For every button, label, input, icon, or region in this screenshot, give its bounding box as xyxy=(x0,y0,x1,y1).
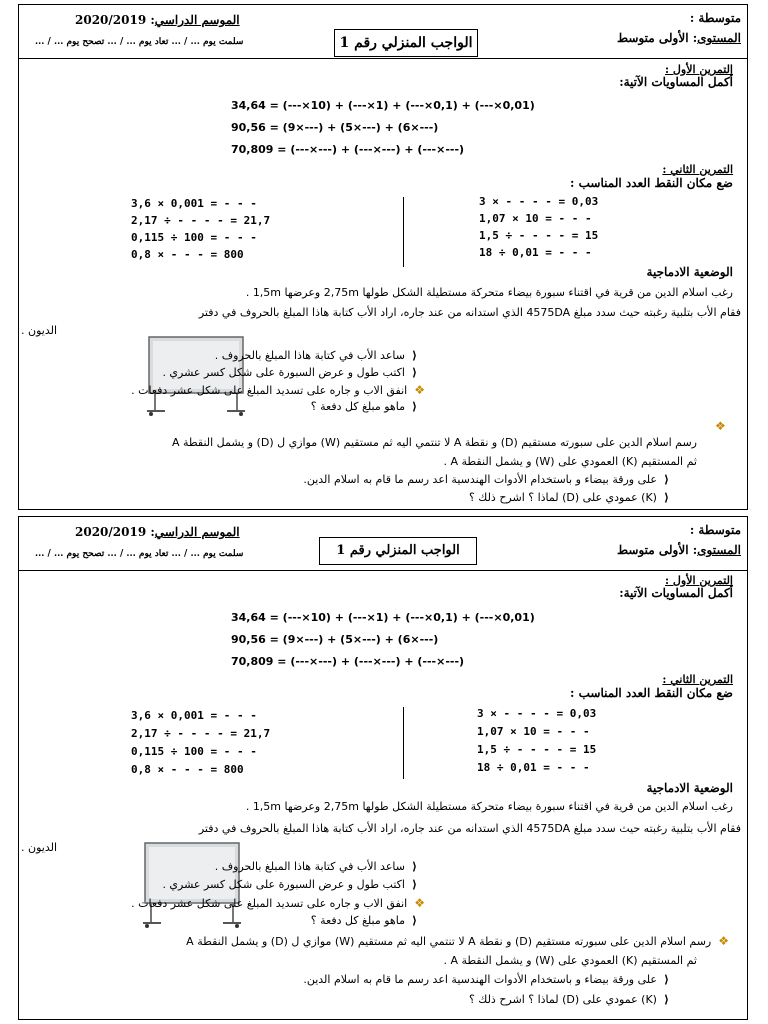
arrow-bullet-icon: ⟨ xyxy=(663,973,669,986)
column-separator xyxy=(403,197,404,267)
arrow-bullet-icon: ⟨ xyxy=(411,349,417,362)
ex1-line: 34,64 = (---×10) + (---×1) + (---×0,1) + (---×0,01) xyxy=(231,99,535,112)
school-year: الموسم الدراسي: 2020/2019 xyxy=(75,525,240,539)
school-label: متوسطة : xyxy=(689,11,741,25)
diamond-bullet-icon: ❖ xyxy=(715,419,726,433)
ex2-left-line: 2,17 ÷ - - - - = 21,7 xyxy=(131,727,271,740)
level-label: المستوى: الأولى متوسط xyxy=(617,31,741,45)
arrow-bullet-icon: ⟨ xyxy=(411,400,417,413)
ex3-bullet: ⟨ على ورقة بيضاء و باستخدام الأدوات الهندسية اعد رسم ما قام به اسلام الدين. xyxy=(303,473,669,486)
ex3-paragraph: فقام الأب بتلبية رغبته حيث سدد مبلغ 4575DA الذي استدانه من عند جاره، اراد الأب كتابة هاذا المبلغ بالحروف في دفتر xyxy=(198,306,741,319)
ex3-bullet: ⟨ (K) عمودي على (D) لماذا ؟ اشرح ذلك ؟ xyxy=(468,491,669,504)
ex3-paragraph: رغب اسلام الدين من قرية في اقتناء سبورة بيضاء متحركة مستطيلة الشكل طولها 2,75m وعرضها 1,5m . xyxy=(245,800,733,813)
ex2-left-line: 2,17 ÷ - - - - = 21,7 xyxy=(131,214,271,227)
arrow-bullet-icon: ⟨ xyxy=(663,473,669,486)
diamond-bullet-icon: ❖ xyxy=(414,383,425,397)
ex3-bullet: ⟨ ماهو مبلغ كل دفعة ؟ xyxy=(310,400,417,413)
worksheet-bottom xyxy=(18,516,748,1020)
school-label: متوسطة : xyxy=(689,523,741,537)
divider xyxy=(19,570,747,571)
ex3-paragraph: رغب اسلام الدين من قرية في اقتناء سبورة بيضاء متحركة مستطيلة الشكل طولها 2,75m وعرضها 1,5m . xyxy=(245,286,733,299)
ex2-right-line: 1,5 ÷ - - - - = 15 xyxy=(477,743,597,756)
ex1-title: التمرين الأول : xyxy=(665,574,733,587)
ex2-right-line: 1,07 × 10 = - - - xyxy=(477,725,590,738)
ex2-right-line: 3 × - - - - = 0,03 xyxy=(479,195,599,208)
school-year: الموسم الدراسي: 2020/2019 xyxy=(75,13,240,27)
ex3-paragraph: ثم المستقيم (K) العمودي على (W) و يشمل النقطة A . xyxy=(443,455,697,468)
arrow-bullet-icon: ⟨ xyxy=(411,878,417,891)
ex3-title: الوضعية الادماجية xyxy=(646,265,733,279)
arrow-bullet-icon: ⟨ xyxy=(663,491,669,504)
ex3-bullet: ⟨ ماهو مبلغ كل دفعة ؟ xyxy=(310,914,417,927)
ex3-bullet: ❖ انفق الاب و جاره على تسديد المبلغ على شكل عشر دفعات . xyxy=(131,896,425,910)
divider xyxy=(19,58,747,59)
worksheet-top xyxy=(18,4,748,510)
ex3-bullet: ⟨ ساعد الأب في كتابة هاذا المبلغ بالحروف . xyxy=(214,349,417,362)
arrow-bullet-icon: ⟨ xyxy=(411,860,417,873)
arrow-bullet-icon: ⟨ xyxy=(663,993,669,1006)
ex3-bullet: ⟨ (K) عمودي على (D) لماذا ؟ اشرح ذلك ؟ xyxy=(468,993,669,1006)
ex2-left-line: 3,6 × 0,001 = - - - xyxy=(131,709,257,722)
ex2-left-line: 0,115 ÷ 100 = - - - xyxy=(131,745,257,758)
homework-title: الواجب المنزلي رقم 1 xyxy=(319,537,477,565)
ex1-subtitle: أكمل المساويات الآتية: xyxy=(619,75,733,89)
ex2-left-line: 0,8 × - - - = 800 xyxy=(131,763,244,776)
arrow-bullet-icon: ⟨ xyxy=(411,914,417,927)
ex3-paragraph: رسم اسلام الدين على سبورته مستقيم (D) و نقطة A لا تنتمي اليه ثم مستقيم (W) موازي ل (D) و يشمل النقطة A xyxy=(171,436,697,449)
ex1-line: 34,64 = (---×10) + (---×1) + (---×0,1) + (---×0,01) xyxy=(231,611,535,624)
dates-line: سلمت يوم ... / ... تعاد يوم ... / ... تصحح يوم ... / ... xyxy=(35,37,244,47)
homework-title: الواجب المنزلي رقم 1 xyxy=(334,29,478,57)
ex3-paragraph: ثم المستقيم (K) العمودي على (W) و يشمل النقطة A . xyxy=(443,954,697,967)
dates-line: سلمت يوم ... / ... تعاد يوم ... / ... تصحح يوم ... / ... xyxy=(35,549,244,559)
ex3-paragraph: الديون . xyxy=(21,841,57,854)
ex3-title: الوضعية الادماجية xyxy=(646,781,733,795)
ex1-line: 90,56 = (9×---) + (5×---) + (6×---) xyxy=(231,633,439,646)
ex2-title: التمرين الثاني : xyxy=(662,673,733,686)
ex2-left-line: 0,115 ÷ 100 = - - - xyxy=(131,231,257,244)
ex2-subtitle: ضع مكان النقط العدد المناسب : xyxy=(570,686,733,700)
column-separator xyxy=(403,707,404,779)
ex3-bullet: ⟨ ساعد الأب في كتابة هاذا المبلغ بالحروف . xyxy=(214,860,417,873)
ex2-left-line: 0,8 × - - - = 800 xyxy=(131,248,244,261)
ex2-right-line: 3 × - - - - = 0,03 xyxy=(477,707,597,720)
ex2-left-line: 3,6 × 0,001 = - - - xyxy=(131,197,257,210)
level-label: المستوى: الأولى متوسط xyxy=(617,543,741,557)
diamond-bullet-icon: ❖ xyxy=(718,934,729,948)
ex2-subtitle: ضع مكان النقط العدد المناسب : xyxy=(570,176,733,190)
ex3-bullet: ⟨ اكتب طول و عرض السبورة على شكل كسر عشري . xyxy=(162,878,417,891)
ex3-paragraph: فقام الأب بتلبية رغبته حيث سدد مبلغ 4575DA الذي استدانه من عند جاره، اراد الأب كتابة هاذا المبلغ بالحروف في دفتر xyxy=(198,822,741,835)
ex1-line: 70,809 = (---×---) + (---×---) + (---×---) xyxy=(231,143,465,156)
ex2-right-line: 1,5 ÷ - - - - = 15 xyxy=(479,229,599,242)
ex2-right-line: 1,07 × 10 = - - - xyxy=(479,212,592,225)
ex3-bullet: ❖ انفق الاب و جاره على تسديد المبلغ على شكل عشر دفعات . xyxy=(131,383,425,397)
arrow-bullet-icon: ⟨ xyxy=(411,366,417,379)
ex2-right-line: 18 ÷ 0,01 = - - - xyxy=(479,246,592,259)
ex3-bullet: ❖ رسم اسلام الدين على سبورته مستقيم (D) و نقطة A لا تنتمي اليه ثم مستقيم (W) موازي ل (D) و يشمل النقطة A xyxy=(186,934,729,948)
ex3-bullet: ⟨ اكتب طول و عرض السبورة على شكل كسر عشري . xyxy=(162,366,417,379)
ex1-title: التمرين الأول : xyxy=(665,63,733,76)
ex1-line: 70,809 = (---×---) + (---×---) + (---×---) xyxy=(231,655,465,668)
ex3-bullet: ⟨ على ورقة بيضاء و باستخدام الأدوات الهندسية اعد رسم ما قام به اسلام الدين. xyxy=(303,973,669,986)
ex1-line: 90,56 = (9×---) + (5×---) + (6×---) xyxy=(231,121,439,134)
diamond-bullet-icon: ❖ xyxy=(414,896,425,910)
ex2-right-line: 18 ÷ 0,01 = - - - xyxy=(477,761,590,774)
ex1-subtitle: أكمل المساويات الآتية: xyxy=(619,586,733,600)
ex2-title: التمرين الثاني : xyxy=(662,163,733,176)
ex3-paragraph: الديون . xyxy=(21,324,57,337)
